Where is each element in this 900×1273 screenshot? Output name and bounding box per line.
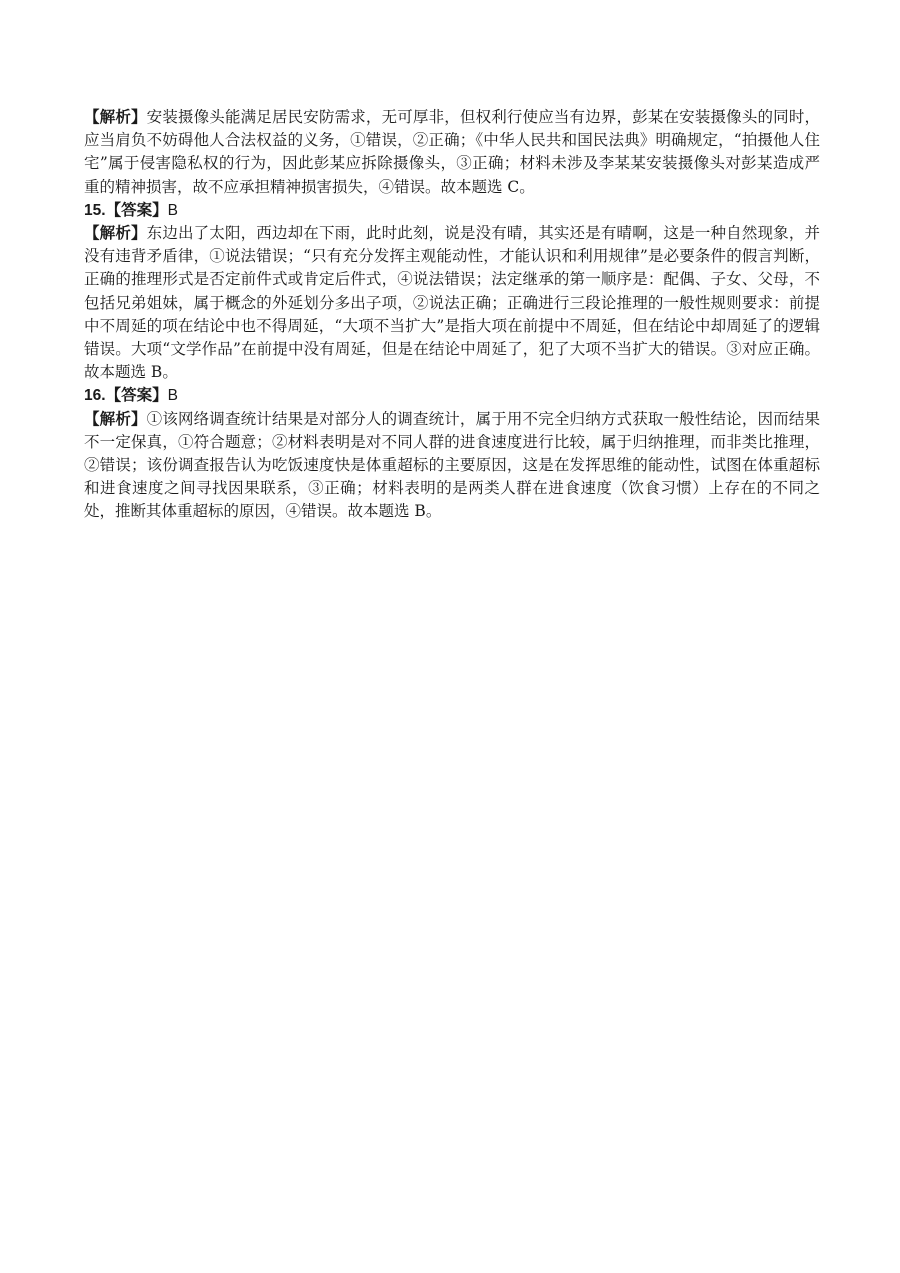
q16-analysis	[84, 408, 820, 524]
answer-value: B	[167, 387, 178, 405]
question-number: 15.	[84, 201, 106, 219]
analysis-label: 【解析】	[84, 224, 147, 243]
analysis-label: 【解析】	[84, 409, 147, 428]
question-number: 16.	[84, 387, 106, 405]
answer-value: B	[167, 201, 178, 219]
answer-explanations	[84, 106, 820, 524]
q16-answer	[84, 384, 820, 407]
analysis-label: 【解析】	[84, 108, 147, 126]
q15-answer	[84, 199, 820, 222]
q14-analysis	[84, 106, 820, 199]
analysis-text: 东边出了太阳，西边却在下雨，此时此刻，说是没有晴，其实还是有晴啊，这是一种自然现象，并没有违背矛盾律，①说法错误；“只有充分发挥主观能动性，才能认识和利用规律”是必要条件的假言判断，正确的推理形式是否定前件式或肯定后件式，④说法错误；法定继承的第一顺序是：配偶、子女、父母，不包括兄弟姐妹，属于概念的外延划分多出子项，②说法正确；正确进行三段论推理的一般性规则要求：前提中不周延的项在结论中也不得周延，“大项不当扩大”是指大项在前提中不周延，但在结论中却周延了的逻辑错误。大项“文学作品”在前提中没有周延，但是在结论中周延了，犯了大项不当扩大的错误。③对应正确。故本题选 B。	[84, 224, 820, 382]
answer-label: 【答案】	[105, 200, 168, 219]
analysis-text: 安装摄像头能满足居民安防需求，无可厚非，但权利行使应当有边界，彭某在安装摄像头的同时，应当肩负不妨碍他人合法权益的义务，①错误，②正确；《中华人民共和国民法典》明确规定，“拍摄他人住宅”属于侵害隐私权的行为，因此彭某应拆除摄像头，③正确；材料未涉及李某某安装摄像头对彭某造成严重的精神损害，故不应承担精神损害损失，④错误。故本题选 C。	[84, 108, 820, 196]
q15-analysis	[84, 222, 820, 384]
answer-label: 【答案】	[105, 386, 168, 405]
analysis-text: ①该网络调查统计结果是对部分人的调查统计，属于用不完全归纳方式获取一般性结论，因而结果不一定保真，①符合题意；②材料表明是对不同人群的进食速度进行比较，属于归纳推理，而非类比推理，②错误；该份调查报告认为吃饭速度快是体重超标的主要原因，这是在发挥思维的能动性，试图在体重超标和进食速度之间寻找因果联系，③正确；材料表明的是两类人群在进食速度（饮食习惯）上存在的不同之处，推断其体重超标的原因，④错误。故本题选 B。	[84, 409, 820, 521]
